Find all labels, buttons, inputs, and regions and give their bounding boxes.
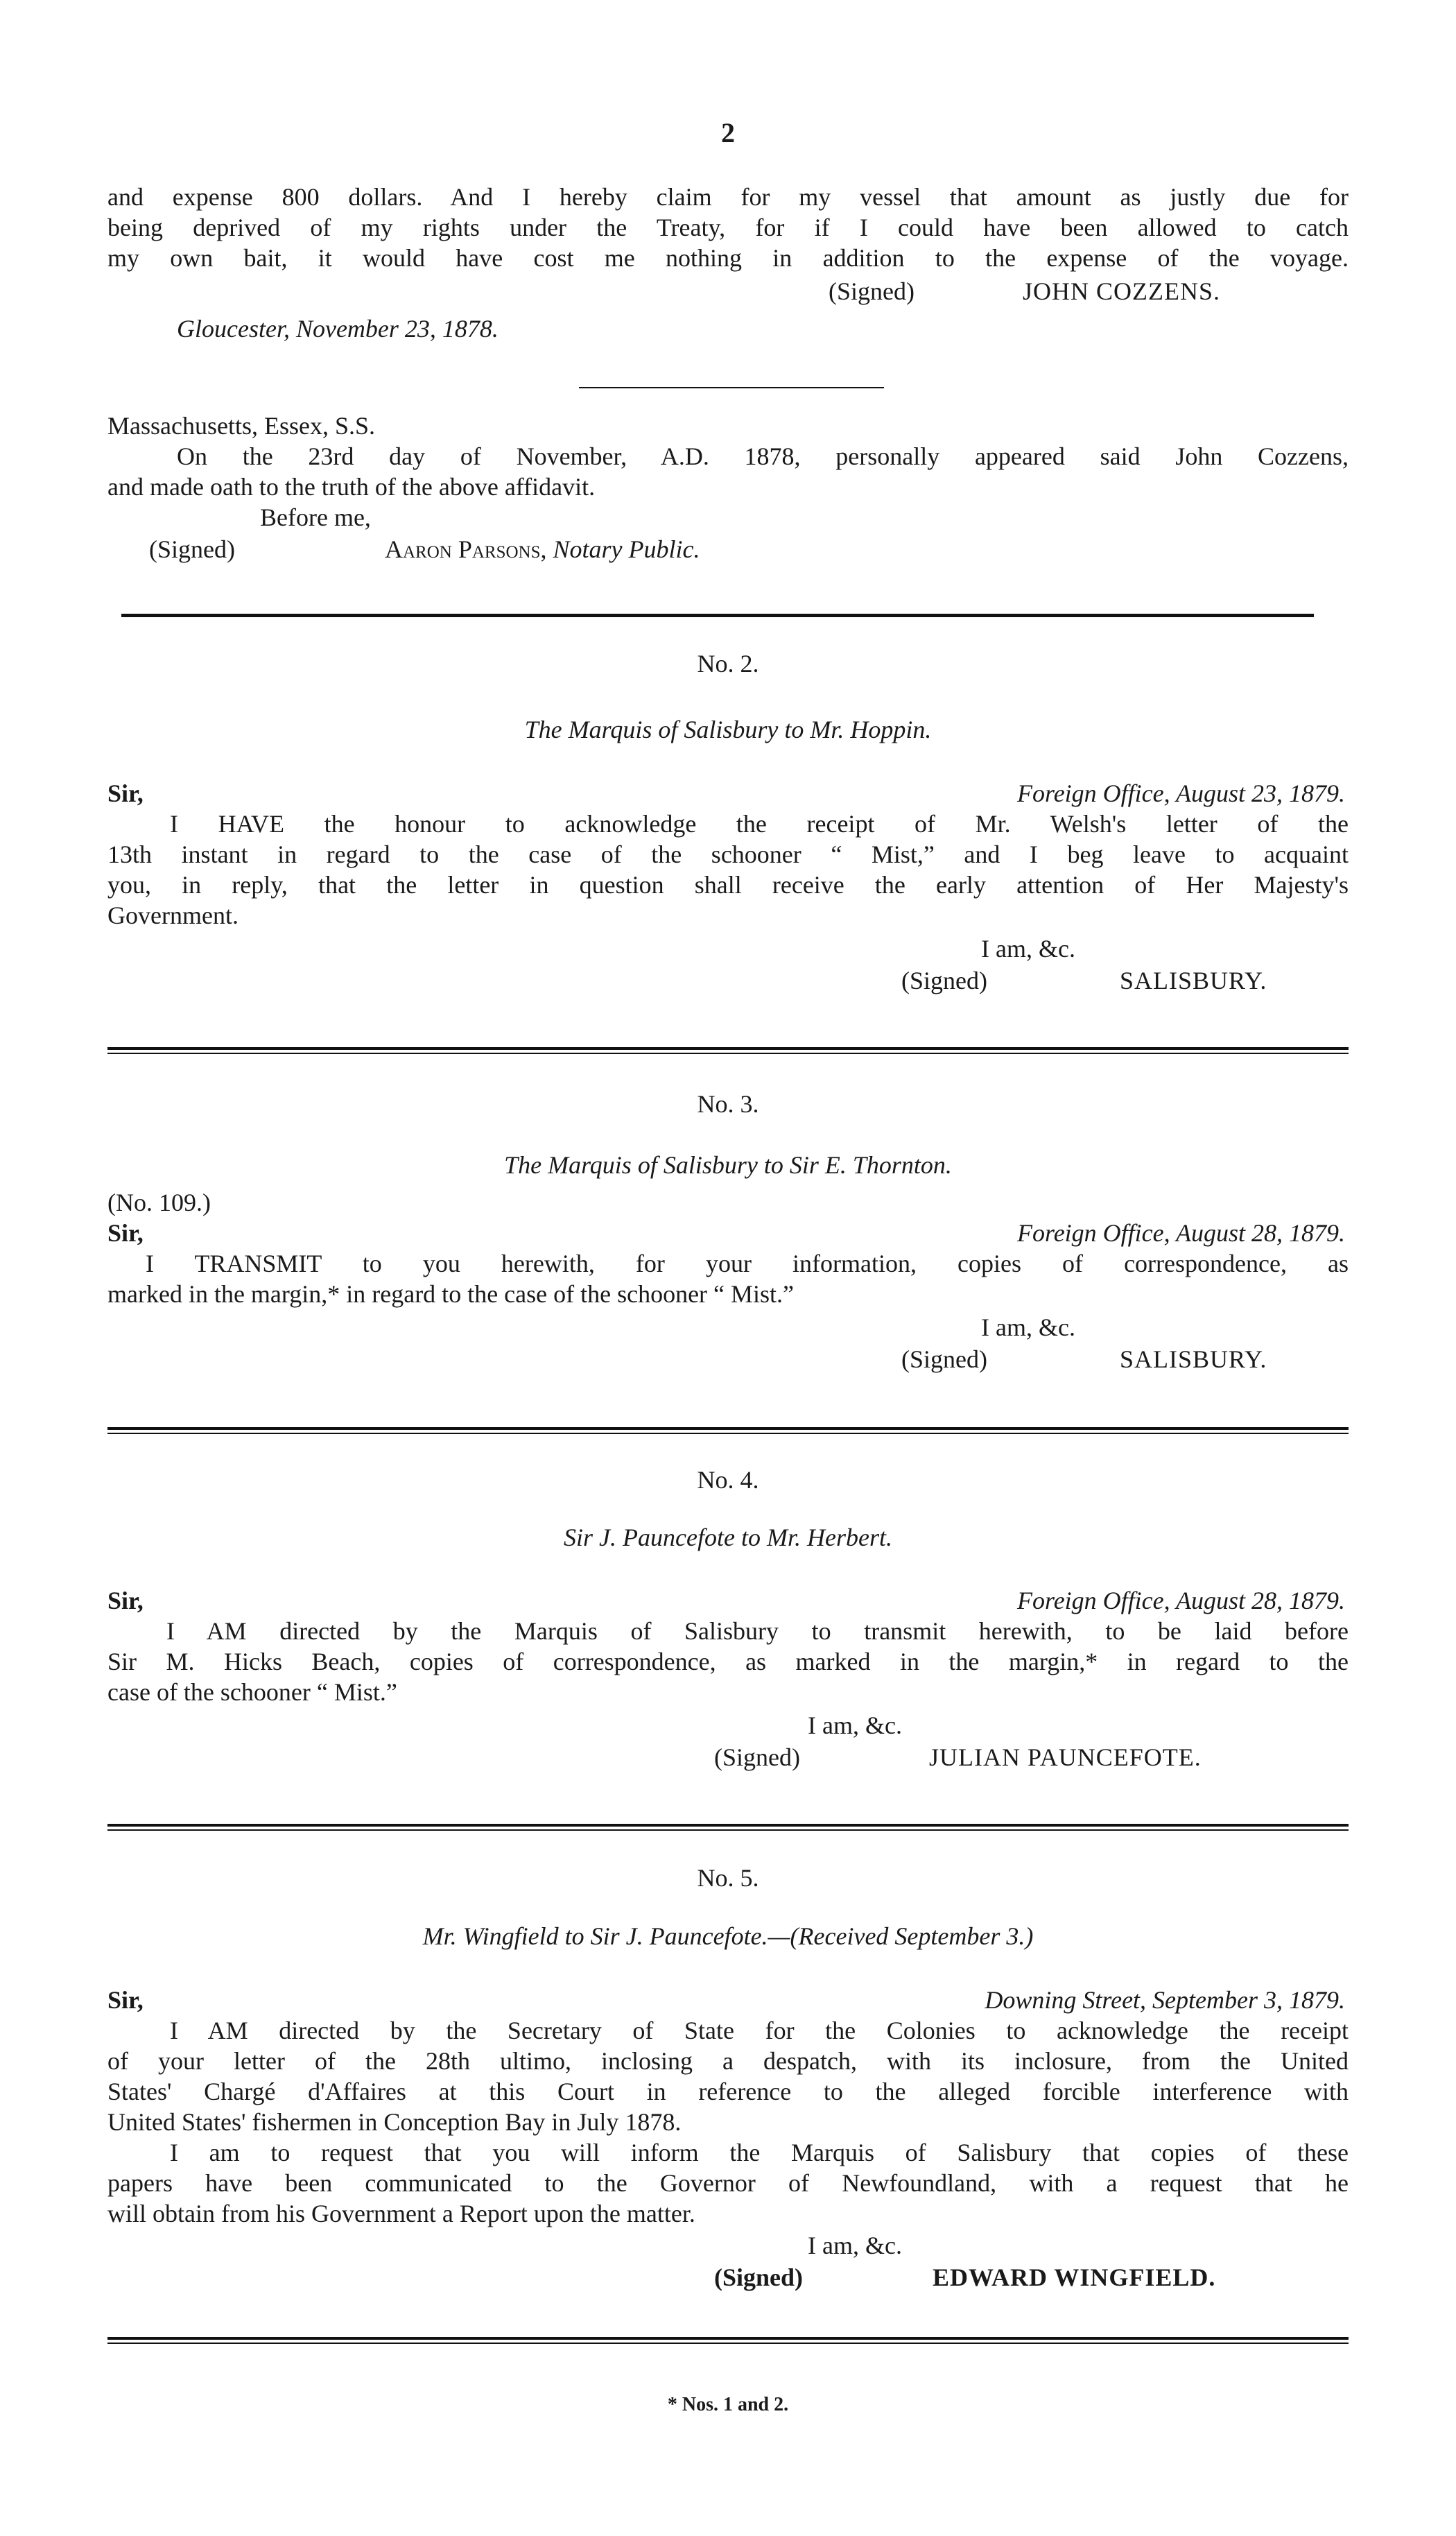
- letter-heading: The Marquis of Salisbury to Sir E. Thornton.: [504, 1151, 952, 1179]
- letter-number: No. 5.: [697, 1864, 759, 1892]
- salutation: Sir,: [107, 1587, 144, 1614]
- signer-name: SALISBURY.: [1120, 967, 1267, 994]
- salutation: Sir,: [107, 1219, 144, 1247]
- letter-line: papers have been communicated to the Governor of Newfoundland, with a request that he: [107, 2169, 1349, 2197]
- letter-line: of your letter of the 28th ultimo, inclosing a despatch, with its inclosure, from the United: [107, 2047, 1349, 2075]
- affidavit-before: Before me,: [260, 503, 371, 531]
- signed-label: (Signed): [714, 2263, 804, 2291]
- signer-name: EDWARD WINGFIELD.: [933, 2263, 1216, 2291]
- letter-line: case of the schooner “ Mist.”: [107, 1678, 397, 1706]
- letter-line: marked in the margin,* in regard to the case of the schooner “ Mist.”: [107, 1280, 795, 1308]
- salutation: Sir,: [107, 779, 144, 807]
- place-date: Foreign Office, August 23, 1879.: [1017, 779, 1345, 807]
- section-divider: [121, 614, 1314, 617]
- letter-line: I am to request that you will inform the Marquis of Salisbury that copies of these: [170, 2139, 1349, 2166]
- affidavit-venue: Massachusetts, Essex, S.S.: [107, 412, 375, 440]
- signer-name: JOHN COZZENS.: [1023, 277, 1221, 305]
- letter-line: Sir M. Hicks Beach, copies of correspondence, as marked in the margin,* in regard to the: [107, 1648, 1349, 1675]
- signer-name: JULIAN PAUNCEFOTE.: [929, 1743, 1202, 1771]
- place-date: Foreign Office, August 28, 1879.: [1017, 1219, 1345, 1247]
- intro-line: and expense 800 dollars. And I hereby claim for my vessel that amount as justly due for: [107, 183, 1349, 211]
- affidavit-line: and made oath to the truth of the above affidavit.: [107, 473, 596, 501]
- signed-label: (Signed): [714, 1743, 800, 1771]
- letter-line: 13th instant in regard to the case of the schooner “ Mist,” and I beg leave to acquaint: [107, 840, 1349, 868]
- letter-line: will obtain from his Government a Report upon the matter.: [107, 2200, 695, 2227]
- letter-line: I AM directed by the Secretary of State for the Colonies to acknowledge the receipt: [170, 2017, 1349, 2044]
- notary-signature: [385, 534, 700, 564]
- letter-line: Government.: [107, 902, 239, 929]
- closing: I am, &c.: [808, 2232, 902, 2259]
- signer-name: SALISBURY.: [1120, 1345, 1267, 1373]
- signed-label: (Signed): [829, 277, 915, 305]
- letter-heading: The Marquis of Salisbury to Mr. Hoppin.: [524, 716, 932, 743]
- letter-line: United States' fishermen in Conception Bay in July 1878.: [107, 2108, 682, 2136]
- affidavit-line: On the 23rd day of November, A.D. 1878, personally appeared said John Cozzens,: [177, 442, 1349, 470]
- notary-name: Aaron Parsons,: [385, 535, 547, 563]
- letter-line: you, in reply, that the letter in question shall receive the early attention of Her Majesty's: [107, 871, 1349, 899]
- salutation: Sir,: [107, 1986, 144, 2014]
- signed-label: (Signed): [901, 1345, 987, 1373]
- letter-line: I AM directed by the Marquis of Salisbury to transmit herewith, to be laid before: [166, 1617, 1349, 1645]
- signed-label: (Signed): [149, 535, 235, 563]
- closing: I am, &c.: [808, 1711, 902, 1739]
- intro-line: my own bait, it would have cost me nothing in addition to the expense of the voyage.: [107, 244, 1349, 272]
- letter-line: I HAVE the honour to acknowledge the receipt of Mr. Welsh's letter of the: [170, 810, 1349, 838]
- letter-ref: (No. 109.): [107, 1189, 211, 1216]
- place-date: Foreign Office, August 28, 1879.: [1017, 1587, 1345, 1614]
- letter-heading: Mr. Wingfield to Sir J. Pauncefote.—(Received September 3.): [422, 1922, 1034, 1950]
- notary-title: Notary Public.: [553, 535, 700, 563]
- letter-number: No. 4.: [697, 1466, 759, 1494]
- place-date: Gloucester, November 23, 1878.: [177, 315, 499, 343]
- short-divider: [579, 387, 884, 388]
- signed-label: (Signed): [901, 967, 987, 994]
- intro-line: being deprived of my rights under the Treaty, for if I could have been allowed to catch: [107, 214, 1349, 241]
- letter-number: No. 3.: [697, 1090, 759, 1118]
- letter-line: I TRANSMIT to you herewith, for your information, copies of correspondence, as: [146, 1250, 1349, 1277]
- closing: I am, &c.: [981, 935, 1075, 963]
- footnote: * Nos. 1 and 2.: [667, 2394, 789, 2415]
- letter-line: States' Chargé d'Affaires at this Court in reference to the alleged forcible interference with: [107, 2078, 1349, 2105]
- letter-heading: Sir J. Pauncefote to Mr. Herbert.: [564, 1524, 892, 1551]
- closing: I am, &c.: [981, 1313, 1075, 1341]
- letter-number: No. 2.: [697, 650, 759, 678]
- place-date: Downing Street, September 3, 1879.: [985, 1986, 1345, 2014]
- page-number: 2: [721, 117, 735, 148]
